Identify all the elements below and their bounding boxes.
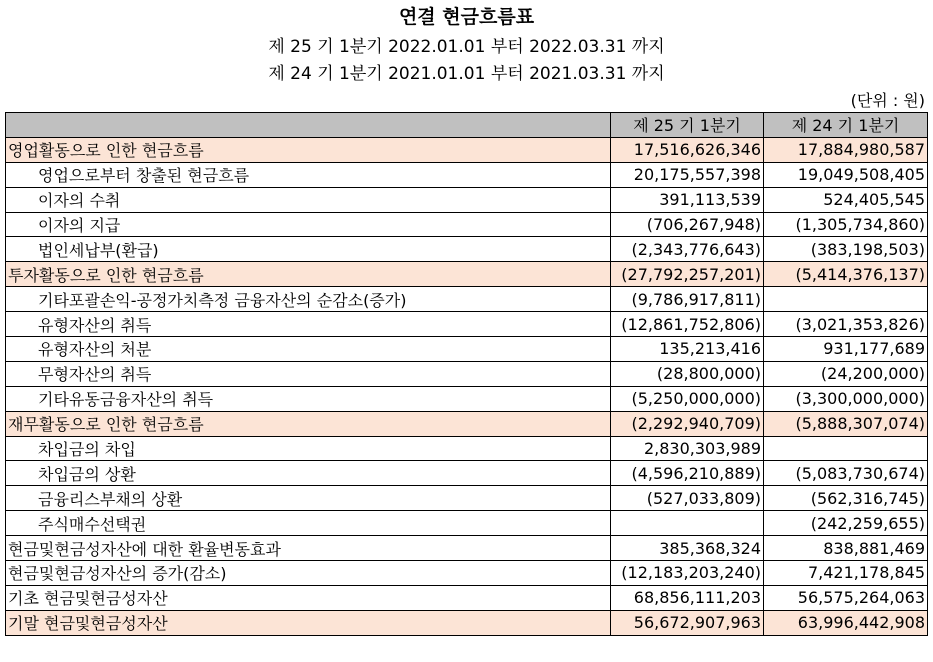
- table-row: [6, 386, 928, 411]
- value-prior: 19,049,508,405: [764, 162, 928, 187]
- value-prior: 524,405,545: [764, 187, 928, 212]
- row-label: 현금및현금성자산의 증가(감소): [6, 561, 611, 586]
- value-prior: 931,177,689: [764, 337, 928, 362]
- value-current: (2,343,776,643): [611, 237, 764, 262]
- value-current: 2,830,303,989: [611, 436, 764, 461]
- row-label: 유형자산의 취득: [6, 312, 611, 337]
- cash-flow-table: [5, 112, 928, 636]
- value-current: (27,792,257,201): [611, 262, 764, 287]
- table-row: [6, 137, 928, 162]
- table-row: [6, 337, 928, 362]
- value-prior: (5,414,376,137): [764, 262, 928, 287]
- table-row: [6, 436, 928, 461]
- period-current: 제 25 기 1분기 2022.01.01 부터 2022.03.31 까지: [268, 37, 665, 57]
- table-row: [6, 461, 928, 486]
- row-label: 기말 현금및현금성자산: [6, 610, 611, 635]
- row-label: 차입금의 상환: [6, 461, 611, 486]
- table-row: [6, 585, 928, 610]
- value-prior: 56,575,264,063: [764, 585, 928, 610]
- table-row: [6, 486, 928, 511]
- header-col-prior: 제 24 기 1분기: [764, 113, 928, 138]
- value-current: (9,786,917,811): [611, 287, 764, 312]
- row-label: 기타포괄손익-공정가치측정 금융자산의 순감소(증가): [6, 287, 611, 312]
- value-current: 20,175,557,398: [611, 162, 764, 187]
- value-current: (706,267,948): [611, 212, 764, 237]
- value-prior: (5,083,730,674): [764, 461, 928, 486]
- value-current: (5,250,000,000): [611, 386, 764, 411]
- header-label: [6, 113, 611, 138]
- value-current: (12,861,752,806): [611, 312, 764, 337]
- row-label: 영업으로부터 창출된 현금흐름: [6, 162, 611, 187]
- table-row: [6, 610, 928, 635]
- value-current: 135,213,416: [611, 337, 764, 362]
- table-row: [6, 237, 928, 262]
- value-prior: [764, 287, 928, 312]
- value-current: 17,516,626,346: [611, 137, 764, 162]
- row-label: 주식매수선택권: [6, 511, 611, 536]
- value-current: 68,856,111,203: [611, 585, 764, 610]
- row-label: 법인세납부(환급): [6, 237, 611, 262]
- value-prior: (3,300,000,000): [764, 386, 928, 411]
- row-label: 금융리스부채의 상환: [6, 486, 611, 511]
- table-row: [6, 536, 928, 561]
- table-row: [6, 511, 928, 536]
- table-row: [6, 561, 928, 586]
- table-row: [6, 287, 928, 312]
- value-current: 391,113,539: [611, 187, 764, 212]
- value-prior: (242,259,655): [764, 511, 928, 536]
- table-row: [6, 212, 928, 237]
- row-label: 이자의 수취: [6, 187, 611, 212]
- row-label: 유형자산의 처분: [6, 337, 611, 362]
- table-row: [6, 262, 928, 287]
- row-label: 현금및현금성자산에 대한 환율변동효과: [6, 536, 611, 561]
- period-prior: 제 24 기 1분기 2021.01.01 부터 2021.03.31 까지: [268, 64, 665, 84]
- row-label: 기타유동금융자산의 취득: [6, 386, 611, 411]
- table-row: [6, 411, 928, 436]
- value-prior: [764, 436, 928, 461]
- header-col-current: 제 25 기 1분기: [611, 113, 764, 138]
- value-current: 56,672,907,963: [611, 610, 764, 635]
- value-prior: 838,881,469: [764, 536, 928, 561]
- row-label: 이자의 지급: [6, 212, 611, 237]
- statement-title: 연결 현금흐름표: [398, 6, 535, 28]
- value-prior: 7,421,178,845: [764, 561, 928, 586]
- value-current: [611, 511, 764, 536]
- row-label: 영업활동으로 인한 현금흐름: [6, 137, 611, 162]
- value-current: 385,368,324: [611, 536, 764, 561]
- value-current: (4,596,210,889): [611, 461, 764, 486]
- table-header: [6, 113, 928, 138]
- value-prior: 17,884,980,587: [764, 137, 928, 162]
- value-current: (28,800,000): [611, 361, 764, 386]
- table-row: [6, 361, 928, 386]
- value-prior: (562,316,745): [764, 486, 928, 511]
- row-label: 투자활동으로 인한 현금흐름: [6, 262, 611, 287]
- row-label: 무형자산의 취득: [6, 361, 611, 386]
- value-prior: (383,198,503): [764, 237, 928, 262]
- table-row: [6, 187, 928, 212]
- row-label: 재무활동으로 인한 현금흐름: [6, 411, 611, 436]
- value-current: (12,183,203,240): [611, 561, 764, 586]
- row-label: 기초 현금및현금성자산: [6, 585, 611, 610]
- value-current: (527,033,809): [611, 486, 764, 511]
- value-prior: (5,888,307,074): [764, 411, 928, 436]
- table-row: [6, 162, 928, 187]
- value-prior: 63,996,442,908: [764, 610, 928, 635]
- value-prior: (3,021,353,826): [764, 312, 928, 337]
- table-row: [6, 312, 928, 337]
- value-current: (2,292,940,709): [611, 411, 764, 436]
- value-prior: (1,305,734,860): [764, 212, 928, 237]
- row-label: 차입금의 차입: [6, 436, 611, 461]
- unit-label: (단위 : 원): [850, 91, 925, 110]
- value-prior: (24,200,000): [764, 361, 928, 386]
